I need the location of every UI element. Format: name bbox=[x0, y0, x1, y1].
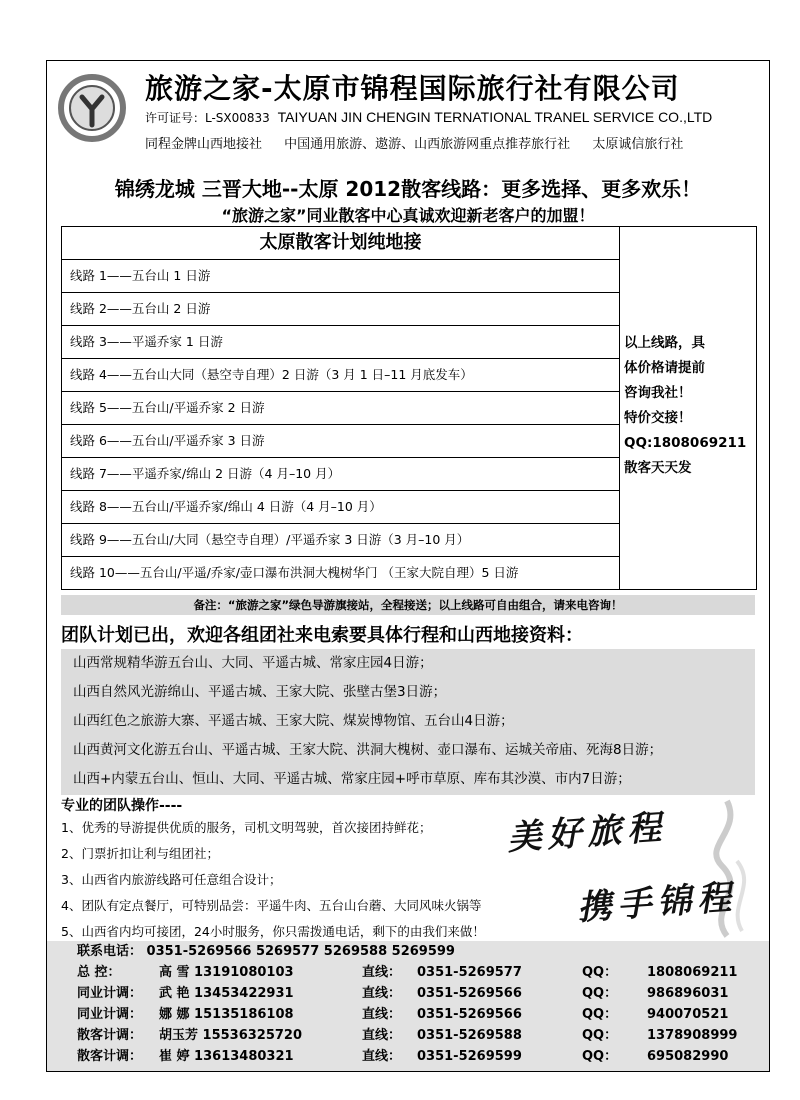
contact-role: 散客计调： bbox=[77, 1049, 143, 1064]
contact-qq-label: QQ： bbox=[582, 1007, 618, 1022]
route-side-note bbox=[624, 331, 754, 481]
team-plan-item: 山西黄河文化游五台山、平遥古城、王家大院、洪洞大槐树、壶口瀑布、运城关帝庙、死海8日游； bbox=[73, 742, 663, 758]
team-plan-item: 山西常规精华游五台山、大同、平遥古城、常家庄园4日游； bbox=[73, 655, 433, 671]
route-table bbox=[61, 226, 757, 590]
team-plan-item: 山西自然风光游绵山、平遥古城、王家大院、张壁古堡3日游； bbox=[73, 684, 447, 700]
contact-line: 0351-5269599 bbox=[417, 1049, 522, 1064]
ops-list bbox=[61, 815, 501, 945]
contact-qq-label: QQ： bbox=[582, 1028, 618, 1043]
route-item: 线路 4——五台山大同（悬空寺自理）2 日游（3 月 1 日–11 月底发车） bbox=[62, 359, 619, 392]
honor-tag: 同程金牌山西地接社 bbox=[145, 137, 263, 152]
route-item: 线路 7——平遥乔家/绵山 2 日游（4 月–10 月） bbox=[62, 458, 619, 491]
contact-role: 同业计调： bbox=[77, 986, 143, 1001]
contact-name-phone: 胡玉芳 15536325720 bbox=[159, 1028, 303, 1043]
english-company-name: TAIYUAN JIN CHENGIN TERNATIONAL TRANEL SERVICE CO.,LTD bbox=[277, 109, 713, 125]
side-note-line: 体价格请提前 bbox=[624, 360, 705, 376]
route-item: 线路 8——五台山/平遥乔家/绵山 4 日游（4 月–10 月） bbox=[62, 491, 619, 524]
contact-qq: 986896031 bbox=[647, 986, 729, 1001]
contact-row bbox=[77, 1004, 767, 1025]
contact-qq: 940070521 bbox=[647, 1007, 729, 1022]
contact-line: 0351-5269577 bbox=[417, 965, 522, 980]
contact-row bbox=[77, 1046, 767, 1067]
side-note-line: 咨询我社！ bbox=[624, 385, 692, 401]
ops-item: 1、优秀的导游提供优质的服务，司机文明驾驶，首次接团持鲜花； bbox=[61, 820, 432, 835]
contact-line: 0351-5269566 bbox=[417, 986, 522, 1001]
route-item: 线路 6——五台山/平遥乔家 3 日游 bbox=[62, 425, 619, 458]
side-note-line: 散客天天发 bbox=[624, 460, 692, 476]
honor-tag: 太原诚信旅行社 bbox=[592, 137, 684, 152]
contact-qq-label: QQ： bbox=[582, 1049, 618, 1064]
slogan-1: 美好旅程 bbox=[506, 807, 669, 859]
route-item: 线路 5——五台山/平遥乔家 2 日游 bbox=[62, 392, 619, 425]
ops-item: 2、门票折扣让利与组团社； bbox=[61, 846, 219, 861]
headline: 锦绣龙城 三晋大地--太原 2012散客线路：更多选择、更多欢乐！ bbox=[114, 177, 702, 201]
route-item: 线路 2——五台山 2 日游 bbox=[62, 293, 619, 326]
contact-name-phone: 高 雪 13191080103 bbox=[159, 965, 294, 980]
contact-role: 散客计调： bbox=[77, 1028, 143, 1043]
route-item: 线路 3——平遥乔家 1 日游 bbox=[62, 326, 619, 359]
contact-row bbox=[77, 962, 767, 983]
contact-role: 总 控： bbox=[77, 965, 121, 980]
phone-line bbox=[77, 941, 455, 962]
contact-qq-label: QQ： bbox=[582, 986, 618, 1001]
route-item: 线路 1——五台山 1 日游 bbox=[62, 260, 619, 293]
contact-line-label: 直线： bbox=[362, 1028, 402, 1043]
contact-row bbox=[77, 1025, 767, 1046]
route-item: 线路 10——五台山/平遥/乔家/壶口瀑布洪洞大槐树华门 （王家大院自理）5 日游 bbox=[70, 565, 519, 580]
contact-line-label: 直线： bbox=[362, 1007, 402, 1022]
contact-qq: 695082990 bbox=[647, 1049, 729, 1064]
license-line bbox=[145, 109, 712, 126]
phone-numbers: 0351-5269566 5269577 5269588 5269599 bbox=[146, 944, 455, 959]
contact-qq: 1808069211 bbox=[647, 965, 738, 980]
ops-title: 专业的团队操作---- bbox=[61, 798, 183, 814]
ops-item: 3、山西省内旅游线路可任意组合设计； bbox=[61, 872, 282, 887]
license-number: 许可证号：L-SX00833 bbox=[145, 111, 270, 125]
company-name: 旅游之家-太原市锦程国际旅行社有限公司 bbox=[145, 72, 680, 105]
contact-line: 0351-5269566 bbox=[417, 1007, 522, 1022]
phone-label: 联系电话： bbox=[77, 944, 143, 959]
side-note-qq: QQ:1808069211 bbox=[624, 435, 747, 451]
team-plan-item: 山西+内蒙五台山、恒山、大同、平遥古城、常家庄园+呼市草原、库布其沙漠、市内7日游； bbox=[73, 771, 631, 787]
contact-line: 0351-5269588 bbox=[417, 1028, 522, 1043]
route-item: 线路 9——五台山/大同（悬空寺自理）/平遥乔家 3 日游（3 月–10 月） bbox=[62, 524, 619, 557]
route-table-title: 太原散客计划纯地接 bbox=[62, 227, 619, 260]
subline: “旅游之家”同业散客中心真诚欢迎新老客户的加盟！ bbox=[221, 206, 595, 225]
contact-panel bbox=[47, 941, 769, 1071]
route-note: 备注：“旅游之家”绿色导游旗接站，全程接送；以上线路可自由组合，请来电咨询！ bbox=[61, 595, 755, 615]
contact-qq: 1378908999 bbox=[647, 1028, 738, 1043]
team-plan-item: 山西红色之旅游大寨、平遥古城、王家大院、煤炭博物馆、五台山4日游； bbox=[73, 713, 514, 729]
company-logo-icon bbox=[57, 73, 127, 143]
contact-line-label: 直线： bbox=[362, 986, 402, 1001]
team-title: 团队计划已出，欢迎各组团社来电索要具体行程和山西地接资料： bbox=[61, 625, 583, 646]
contact-name-phone: 武 艳 13453422931 bbox=[159, 986, 294, 1001]
contact-name-phone: 娜 娜 15135186108 bbox=[159, 1007, 294, 1022]
contact-row bbox=[77, 983, 767, 1004]
contact-name-phone: 崔 婷 13613480321 bbox=[159, 1049, 294, 1064]
contact-line-label: 直线： bbox=[362, 1049, 402, 1064]
honor-tags bbox=[145, 133, 701, 152]
contact-qq-label: QQ： bbox=[582, 965, 618, 980]
flyer-page bbox=[46, 60, 770, 1072]
honor-tag: 中国通用旅游、遨游、山西旅游网重点推荐旅行社 bbox=[284, 137, 571, 152]
route-list bbox=[62, 227, 620, 589]
side-note-line: 以上线路，具 bbox=[624, 335, 705, 351]
ops-item: 5、山西省内均可接团，24小时服务，你只需拨通电话，剩下的由我们来做！ bbox=[61, 924, 485, 939]
side-note-line: 特价交接！ bbox=[624, 410, 692, 426]
ops-item: 4、团队有定点餐厅，可特别品尝：平遥牛肉、五台山台蘑、大同风味火锅等 bbox=[61, 898, 482, 913]
slogan-2: 携手锦程 bbox=[576, 877, 739, 929]
contact-line-label: 直线： bbox=[362, 965, 402, 980]
team-plan-list bbox=[61, 649, 755, 795]
contact-role: 同业计调： bbox=[77, 1007, 143, 1022]
